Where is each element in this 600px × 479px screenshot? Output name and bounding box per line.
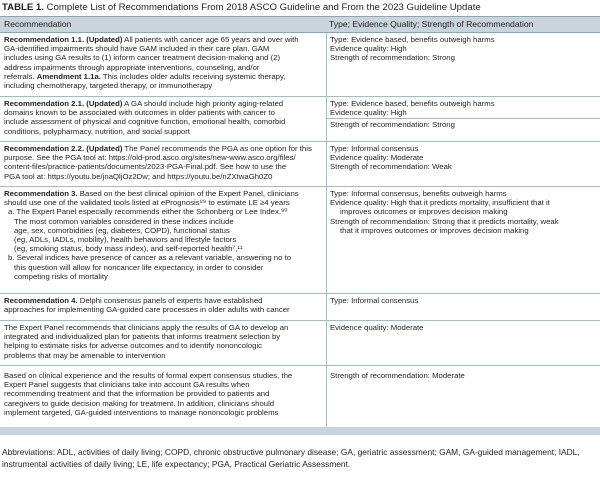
- table-footer-band: [0, 427, 600, 435]
- rec-text: conditions, polypharmacy, nutrition, and social support: [4, 126, 190, 136]
- type-evidence-cell: [330, 99, 598, 130]
- rec-text: caregivers to guide decision making for treatment. In addition, clinicians should: [4, 398, 275, 408]
- strength-text: Strength of recommendation: Moderate: [330, 371, 465, 380]
- rec-subitem-a: a. The Expert Panel especially recommends either the Schonberg or Lee Index.⁹⁰: [8, 207, 288, 217]
- type-text: Type: Informal consensus: [330, 144, 419, 153]
- table-label: TABLE 1.: [2, 2, 44, 13]
- abbreviations-footnote: Abbreviations: ADL, activities of daily living; COPD, chronic obstructive pulmonary disease; GA, geriatric assessment; GAM, GA-guided management; IADL, instrumental activities of daily living; LE, life expectancy; PGA, Practical Geriatric Assessment.: [2, 447, 580, 469]
- rec-link-text: PGA tool at: https://youtu.be/jnaQljOz2Dw; and https://youtu.be/nZXtwaGh0Z0: [4, 171, 273, 181]
- rec-text: competing risks of mortality: [14, 271, 108, 281]
- evidence-quality-text: improves outcomes or improves decision making: [340, 207, 508, 217]
- rec-text: this question will allow for noncancer life expectancy, in order to consider: [14, 262, 264, 272]
- table-row: [0, 294, 600, 321]
- rec-text: approaches for implementing GA-guided care processes in older adults with cancer: [4, 305, 290, 315]
- recommendation-cell: [4, 35, 322, 90]
- rec-text: (eg, ADLs, IADLs, mobility), health behaviors and lifestyle factors: [14, 234, 237, 244]
- table-row: [0, 33, 600, 97]
- rec-text: domains known to be associated with outcomes in older patients with cancer to: [4, 108, 275, 118]
- rec-text: address impairments through appropriate interventions, counseling, and/or: [4, 62, 260, 72]
- evidence-quality-text: Evidence quality: High: [330, 108, 407, 118]
- evidence-quality-text: Evidence quality: Moderate: [330, 153, 424, 163]
- type-evidence-cell: [330, 296, 598, 305]
- strength-text: Strength of recommendation: Strong: [330, 120, 455, 130]
- recommendation-cell: [4, 99, 322, 136]
- evidence-quality-text: Evidence quality: High: [330, 44, 407, 54]
- type-text: Type: Evidence based, benefits outweigh harms: [330, 35, 495, 44]
- rec-title: Recommendation 4.: [4, 296, 78, 305]
- rec-text: The Expert Panel recommends that clinicians apply the results of GA to develop an: [4, 323, 289, 332]
- rec-text: Based on clinical experience and the results of formal expert consensus studies, the: [4, 371, 293, 380]
- rec-text: includes using GA results to (1) inform cancer treatment decision-making and (2): [4, 53, 281, 63]
- type-text: Type: Informal consensus: [330, 296, 419, 305]
- header-recommendation: Recommendation: [4, 19, 72, 29]
- rec-text: GA-identified impairments should have GAM included in their care plan. GAM: [4, 44, 270, 54]
- rec-title: Recommendation 2.2. (Updated): [4, 144, 123, 153]
- type-evidence-cell: [330, 35, 598, 63]
- rec-link-text: content-files/practice-patients/documents/2023-PGA-Final.pdf. See how to use the: [4, 162, 287, 172]
- rec-text: recommending treatment and that the information be provided to patients and: [4, 389, 270, 399]
- rec-text: referrals.: [4, 71, 35, 81]
- rec-text: A GA should include high priority aging-related: [122, 99, 284, 108]
- table-row: [0, 187, 600, 294]
- rec-text: The Panel recommends the PGA as one option for this: [122, 144, 312, 153]
- amendment-title: Amendment 1.1a.: [36, 71, 101, 81]
- rec-link-text: purpose. See the PGA tool at: https://old-prod.asco.org/sites/new-www.asco.org/files/: [4, 153, 296, 163]
- table-title: [2, 2, 598, 14]
- rec-text: implement targeted, GA-guided interventions to manage nononcologic problems: [4, 407, 279, 417]
- evidence-quality-text: Evidence quality: High that it predicts mortality, insufficient that it: [330, 198, 550, 208]
- type-evidence-cell: [330, 371, 598, 380]
- rec-text: including chemotherapy, targeted therapy, or immunotherapy: [4, 80, 213, 90]
- rec-text: integrated and individualized plan for patients that informs treatment selection by: [4, 332, 281, 342]
- strength-text: Strength of recommendation: Strong: [330, 53, 455, 63]
- rec-text: All patients with cancer age 65 years and over with: [122, 35, 299, 44]
- rec-text: The most common variables considered in these indices include: [14, 216, 234, 226]
- table-row: [0, 321, 600, 366]
- table-row: [0, 97, 600, 142]
- rec-text: Delphi consensus panels of experts have established: [77, 296, 263, 305]
- strength-text: Strength of recommendation: Weak: [330, 162, 452, 172]
- rec-text: Based on the best clinical opinion of the Expert Panel, clinicians: [77, 189, 299, 198]
- rec-text: This includes older adults receiving systemic therapy,: [100, 71, 286, 81]
- rec-text: Expert Panel suggests that clinicians take into account GA results when: [4, 380, 250, 390]
- rec-text: age, sex, comorbidities (eg, diabetes, COPD), functional status: [14, 225, 230, 235]
- rec-text: include assessment of physical and cognitive function, emotional health, comorbid: [4, 117, 286, 127]
- table-caption: Complete List of Recommendations From 2018 ASCO Guideline and From the 2023 Guideline Update: [46, 2, 481, 13]
- rec-text: (eg, smoking status, body mass index), and self-reported health⁷,¹¹: [14, 244, 243, 254]
- header-type-evidence-strength: Type; Evidence Quality; Strength of Recommendation: [329, 19, 534, 29]
- rec-text: should use one of the validated tools listed at ePrognosis⁸⁹ to estimate LE ≥4 years: [4, 198, 290, 208]
- strength-text: Strength of recommendation: Strong that it predicts mortality, weak: [330, 216, 559, 226]
- rec-text: problems that may be amenable to intervention: [4, 350, 166, 360]
- type-text: Type: Informal consensus, benefits outweigh harms: [330, 189, 507, 198]
- evidence-quality-text: Evidence quality: Moderate: [330, 323, 424, 332]
- table-header: [0, 16, 600, 33]
- rec-title: Recommendation 3.: [4, 189, 78, 198]
- recommendation-cell: [4, 296, 322, 314]
- type-text: Type: Evidence based, benefits outweigh harms: [330, 99, 495, 108]
- rec-text: helping to estimate risks for adverse outcomes and to identify nononcologic: [4, 341, 263, 351]
- table-row: [0, 142, 600, 187]
- rec-subitem-b: b. Several indices have presence of cancer as a relevant variable, answering no to: [8, 253, 292, 263]
- recommendation-cell: [4, 323, 322, 360]
- rec-title: Recommendation 1.1. (Updated): [4, 35, 123, 44]
- recommendation-cell: [4, 144, 322, 181]
- rec-title: Recommendation 2.1. (Updated): [4, 99, 123, 108]
- type-evidence-cell: [330, 189, 598, 235]
- recommendation-cell: [4, 189, 322, 281]
- recommendation-cell: [4, 371, 322, 417]
- type-evidence-cell: [330, 144, 598, 172]
- type-evidence-cell: [330, 323, 598, 332]
- strength-text: that it improves outcomes or improves decision making: [340, 225, 529, 235]
- table-row: [0, 366, 600, 427]
